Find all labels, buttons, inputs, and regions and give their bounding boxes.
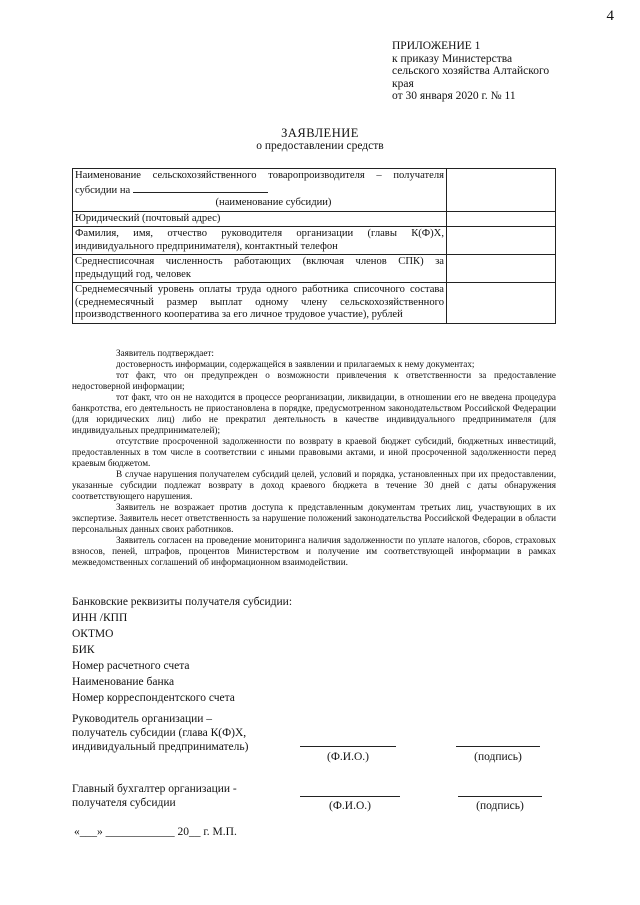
confirm-paragraph: достоверность информации, содержащейся в заявлении и прилагаемых к нему документах; [116, 359, 475, 369]
head-sig-line: Руководитель организации – [72, 713, 213, 725]
table-row [73, 169, 556, 212]
approval-line: ПРИЛОЖЕНИЕ 1 [392, 40, 481, 52]
head-fio-line [300, 746, 396, 747]
approval-line: сельского хозяйства Алтайского [392, 65, 550, 77]
head-sign-line [456, 746, 540, 747]
subsidy-name-text: Наименование сельскохозяйственного товаропроизводителя – получателя субсидии на [75, 170, 444, 196]
accountant-signature-label [72, 782, 237, 810]
table-row [73, 283, 556, 324]
approval-line: от 30 января 2020 г. № 11 [392, 90, 516, 102]
approval-block [392, 40, 592, 103]
bank-account: Номер расчетного счета [72, 660, 190, 672]
acct-sig-line: Главный бухгалтер организации - [72, 783, 237, 795]
headcount-value-cell[interactable] [447, 255, 556, 283]
confirm-paragraph: Заявитель не возражает против доступа к представленным документам третьих лиц, участвующих в их экспертизе. Заявитель несет ответственность за нарушение положений законодательства Российской Федерации в области персональных данных своих работников. [72, 502, 556, 534]
page-number: 4 [606, 8, 614, 24]
bank-heading: Банковские реквизиты получателя субсидии: [72, 596, 293, 608]
legal-address-value-cell[interactable] [447, 211, 556, 227]
head-sig-line: получатель субсидии (глава К(Ф)Х, [72, 727, 247, 739]
table-row [73, 211, 556, 227]
confirm-paragraph: тот факт, что он предупрежден о возможности привлечения к ответственности за предоставление недостоверной информации; [72, 370, 556, 391]
subsidy-name-value-cell[interactable] [447, 169, 556, 212]
confirm-paragraph: отсутствие просроченной задолженности по возврату в краевой бюджет субсидий, бюджетных инвестиций, предоставленных в том числе в соответствии с иными правовыми актами, и иной просроченной задолженности перед краевым бюджетом. [72, 436, 556, 468]
confirm-intro: Заявитель подтверждает: [116, 348, 214, 358]
legal-address-label: Юридический (почтовый адрес) [73, 211, 447, 227]
bank-details [72, 594, 292, 706]
acct-sign-caption: (подпись) [476, 800, 524, 812]
acct-sign-line [458, 796, 542, 797]
salary-value-cell[interactable] [447, 283, 556, 324]
acct-fio-caption: (Ф.И.О.) [329, 800, 371, 812]
salary-label: Среднемесячный уровень оплаты труда одного работника списочного состава (среднемесячный размер выплат одному члену сельскохозяйственного производственного кооператива за его личное трудовое участие), рублей [73, 283, 447, 324]
approval-line: к приказу Министерства [392, 52, 513, 65]
confirmation-block [72, 348, 556, 568]
date-stamp-line: «___» ____________ 20__ г. М.П. [74, 826, 237, 838]
confirm-paragraph: Заявитель согласен на проведение мониторинга наличия задолженности по уплате налогов, сборов, страховых взносов, пеней, штрафов, процентов Министерством и получение им соответствующей информации в рамках межведомственных соглашений об информационном взаимодействии. [72, 535, 556, 567]
head-name-value-cell[interactable] [447, 227, 556, 255]
bank-inn-kpp: ИНН /КПП [72, 612, 128, 624]
table-row [73, 255, 556, 283]
bank-oktmo: ОКТМО [72, 628, 114, 640]
head-name-label: Фамилия, имя, отчество руководителя организации (главы К(Ф)Х, индивидуального предпринимателя), контактный телефон [73, 227, 447, 255]
bank-name: Наименование банка [72, 676, 175, 688]
bank-corr-account: Номер корреспондентского счета [72, 692, 235, 704]
document-title: ЗАЯВЛЕНИЕ [281, 126, 359, 140]
headcount-label: Среднесписочная численность работающих (включая членов СПК) за предыдущий год, человек [73, 255, 447, 283]
confirm-paragraph: тот факт, что он не находится в процессе реорганизации, ликвидации, в отношении его не введена процедура банкротства, его деятельность не приостановлена в порядке, предусмотренном законодательством Российской Федерации (для юридических лиц) либо не прекратил деятельность в качестве индивидуального предпринимателя (для индивидуальных предпринимателей); [72, 392, 556, 435]
document-subtitle: о предоставлении средств [256, 140, 384, 152]
head-sig-line: индивидуальный предприниматель) [72, 741, 249, 753]
head-signature-label [72, 712, 248, 754]
acct-fio-line [300, 796, 400, 797]
subsidy-name-label [73, 169, 447, 212]
acct-sig-line: получателя субсидии [72, 797, 176, 809]
confirm-paragraph: В случае нарушения получателем субсидий целей, условий и порядка, установленных при их предоставлении, указанные субсидии подлежат возврату в доход краевого бюджета в течение 30 дней с даты обнаружения соответствующего нарушения. [72, 469, 556, 501]
application-table [72, 168, 556, 324]
bank-bik: БИК [72, 644, 95, 656]
head-fio-caption: (Ф.И.О.) [327, 751, 369, 763]
subsidy-name-caption: (наименование субсидии) [215, 197, 332, 208]
table-row [73, 227, 556, 255]
approval-line: края [392, 77, 414, 90]
subsidy-name-blank-line [133, 183, 268, 193]
head-sign-caption: (подпись) [474, 751, 522, 763]
